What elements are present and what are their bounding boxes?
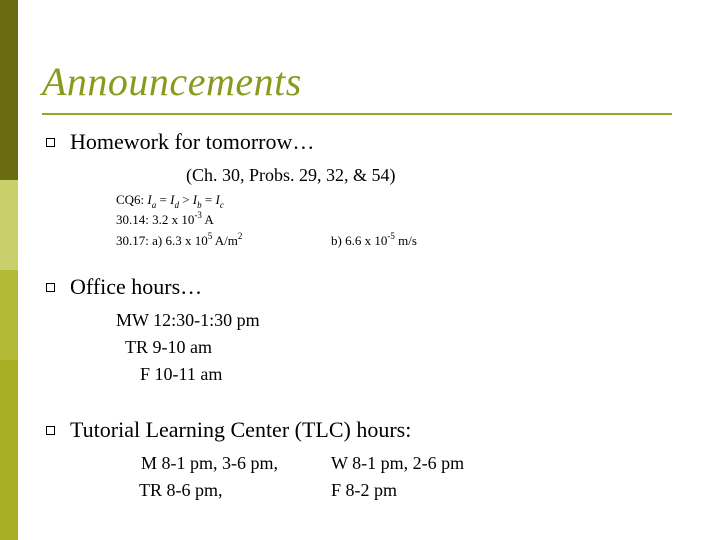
sidebar-segment [0,360,18,540]
tlc-row1-col2: W 8-1 pm, 2-6 pm [331,453,465,473]
homework-problems: (Ch. 30, Probs. 29, 32, & 54) [186,165,396,185]
office-hours-f: F 10-11 am [140,364,223,384]
answer-30-14: 30.14: 3.2 x $10^{-3}$ A [116,210,214,227]
homework-heading: Homework for tomorrow… [70,129,315,154]
office-hours-tr: TR 9-10 am [125,337,212,357]
answer-30-17b: b) 6.6 x $10^{-5}$ m/s [331,231,417,248]
square-bullet-icon [46,138,55,147]
sidebar-segment [0,180,18,270]
sidebar-decoration [0,0,18,540]
sidebar-segment [0,0,18,180]
tlc-row2-col1: TR 8-6 pm, [139,480,223,500]
square-bullet-icon [46,283,55,292]
sidebar-segment [0,270,18,360]
tlc-row2-col2: F 8-2 pm [331,480,398,500]
office-hours-heading: Office hours… [70,274,203,299]
tlc-heading: Tutorial Learning Center (TLC) hours: [70,417,412,442]
square-bullet-icon [46,426,55,435]
cq6-line: CQ6: $I_a = I_d > I_b = I_c$ [116,192,224,210]
slide-title: Announcements [42,59,302,104]
title-underline [42,113,672,115]
answer-30-17a: 30.17: a) 6.3 x $10^5$ $A/m^2$ [116,231,243,248]
office-hours-mw: MW 12:30-1:30 pm [116,310,260,330]
tlc-row1-col1: M 8-1 pm, 3-6 pm, [141,453,278,473]
